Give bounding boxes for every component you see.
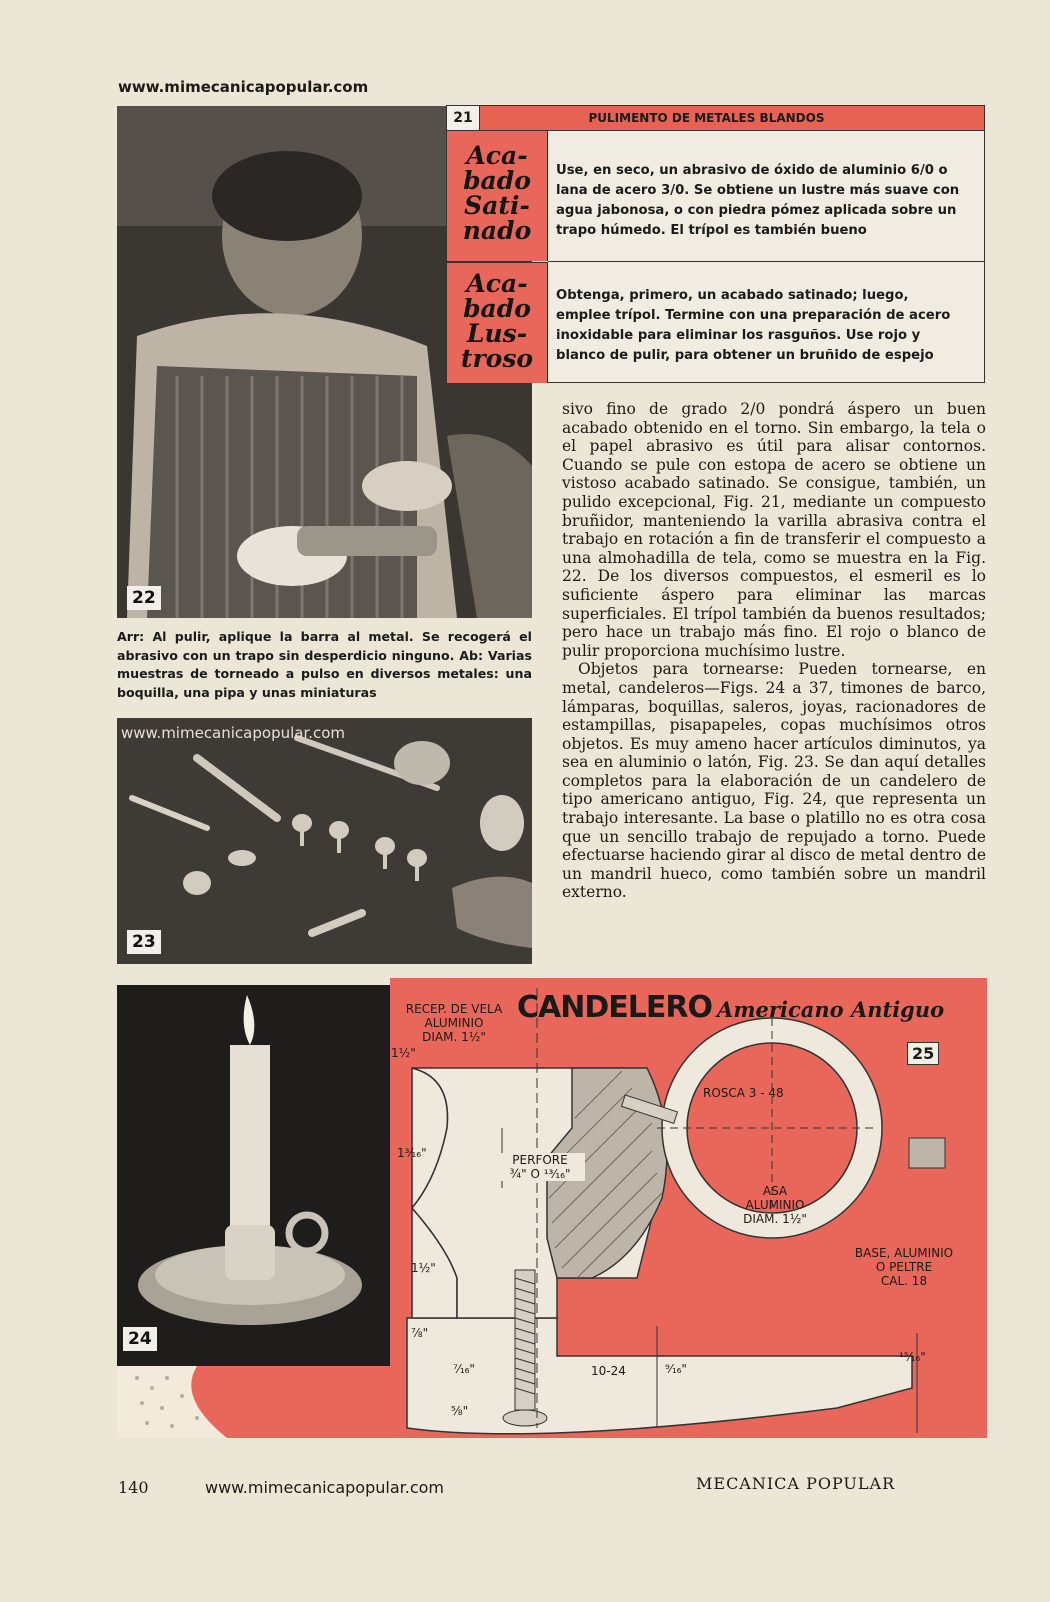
label-line: BASE, ALUMINIO — [854, 1246, 954, 1260]
label-screw: 10-24 — [591, 1364, 626, 1378]
label-recep — [379, 1002, 529, 1044]
label-line: O PELTRE — [875, 1260, 933, 1274]
heading-line: Aca- — [466, 269, 528, 298]
diagram-title — [517, 990, 944, 1025]
label-line: ASA — [762, 1184, 788, 1198]
label-dim-7-16: ⁷⁄₁₆" — [453, 1362, 475, 1376]
row-lustroso-heading — [447, 262, 548, 383]
heading-line: Lus- — [466, 319, 528, 348]
candlestick-diagram — [117, 978, 987, 1438]
label-line: PERFORE — [512, 1153, 568, 1167]
figure-25-number: 25 — [907, 1042, 939, 1065]
body-paragraph-1: sivo fino de grado 2/0 pondrá áspero un buen acabado obtenido en el torno. Sin embargo, la tela o el papel abrasivo es útil para alisar contornos. Cuando se pule con estopa de acero se obtiene un vistoso acabado satinado. Se consigue, también, un pulido excepcional, Fig. 21, mediante un compuesto bruñidor, manteniendo la varilla abrasiva contra el trabajo en rotación a fin de transferir el compuesto a una almohadilla de tela, como se muestra en la Fig. 22. De los diversos compuestos, el esmeril es lo suficiente áspero para eliminar las marcas superficiales. El trípol también da buenos resultados; pero hace un trabajo más fino. El rojo o blanco de pulir proporciona muchísimo lustre. — [562, 400, 986, 660]
label-dim-9-16: ⁹⁄₁₆" — [665, 1362, 687, 1376]
label-line: ALUMINIO — [745, 1198, 805, 1212]
figure-25-diagram — [117, 978, 987, 1438]
label-dim-5-8: ⅝" — [451, 1404, 469, 1418]
label-dim-15-16: ¹⁵⁄₁₆" — [899, 1350, 926, 1364]
figure-23-photo — [117, 718, 532, 964]
table-21 — [446, 105, 985, 383]
label-line: ¾" O ¹³⁄₁₆" — [509, 1167, 571, 1181]
row-lustroso — [548, 262, 984, 382]
label-asa — [735, 1184, 815, 1226]
label-line: DIAM. 1½" — [422, 1030, 486, 1044]
label-perfore — [495, 1153, 585, 1181]
table-21-number: 21 — [447, 106, 480, 130]
heading-line: bado — [463, 294, 531, 323]
label-line: RECEP. DE VELA — [405, 1002, 503, 1016]
label-line: DIAM. 1½" — [743, 1212, 807, 1226]
miniatures-photo-illustration — [117, 718, 532, 964]
label-dim-top-left: 1½" — [391, 1046, 416, 1060]
figure-caption: Arr: Al pulir, aplique la barra al metal. Se recogerá el abrasivo con un trapo sin desperdicio ninguno. Ab: Varias muestras de torneado a pulso en diversos metales: una boquilla, una pipa y unas miniaturas — [117, 629, 532, 700]
row-lustroso-text: Obtenga, primero, un acabado satinado; luego, emplee trípol. Termine con una preparación de acero inoxidable para eliminar los rasguños. Use rojo y blanco de pulir, para obtener un bruñido de espejo — [556, 288, 951, 363]
diagram-title-main: CANDELERO — [517, 990, 712, 1025]
body-paragraph-2: Objetos para tornearse: Pueden tornearse, en metal, candeleros—Figs. 24 a 37, timones de barco, lámparas, boquillas, saleros, joyas, racionadores de estampillas, pisapapeles, copas muchísimos otros objetos. Es muy ameno hacer artículos diminutos, ya sea en aluminio o latón, Fig. 23. Se dan aquí detalles completos para la elaboración de un candelero de tipo americano antiguo, Fig. 24, que representa un trabajo interesante. La base o platillo no es otra cosa que un sencillo trabajo de repujado a torno. Puede efectuarse haciendo girar al disco de metal dentro de un mandril hueco, como también sobre un mandril externo. — [562, 660, 986, 902]
heading-line: Sati- — [464, 191, 530, 220]
label-rosca: ROSCA 3 - 48 — [703, 1086, 784, 1100]
header-url: www.mimecanicapopular.com — [118, 78, 369, 96]
heading-line: nado — [462, 216, 532, 245]
label-line: ALUMINIO — [424, 1016, 484, 1030]
label-base — [839, 1246, 969, 1288]
page-number: 140 — [118, 1478, 149, 1497]
label-line: CAL. 18 — [880, 1274, 928, 1288]
row-satinado-heading — [447, 131, 548, 261]
figure-23-number: 23 — [127, 930, 161, 954]
figure-23-watermark: www.mimecanicapopular.com — [121, 724, 346, 742]
diagram-title-script: Americano Antiguo — [717, 997, 945, 1022]
heading-line: Aca- — [466, 141, 528, 170]
magazine-name: MECANICA POPULAR — [696, 1474, 896, 1493]
figure-22-number: 22 — [127, 586, 161, 610]
label-dim-1-3-16: 1³⁄₁₆" — [397, 1146, 427, 1160]
row-satinado — [548, 131, 984, 262]
heading-line: troso — [460, 344, 534, 373]
figure-24-number: 24 — [123, 1327, 157, 1351]
label-dim-7-8: ⅞" — [411, 1326, 429, 1340]
label-dim-1-half: 1½" — [411, 1261, 436, 1275]
table-21-title: PULIMENTO DE METALES BLANDOS — [588, 111, 825, 125]
table-21-header — [447, 106, 984, 131]
heading-line: bado — [463, 166, 531, 195]
footer-url: www.mimecanicapopular.com — [205, 1478, 444, 1497]
body-text — [562, 400, 986, 902]
row-satinado-text: Use, en seco, un abrasivo de óxido de aluminio 6/0 o lana de acero 3/0. Se obtiene un lustre más suave con agua jabonosa, o con piedra pómez aplicada sobre un trapo húmedo. El trípol es también bueno — [556, 163, 960, 238]
